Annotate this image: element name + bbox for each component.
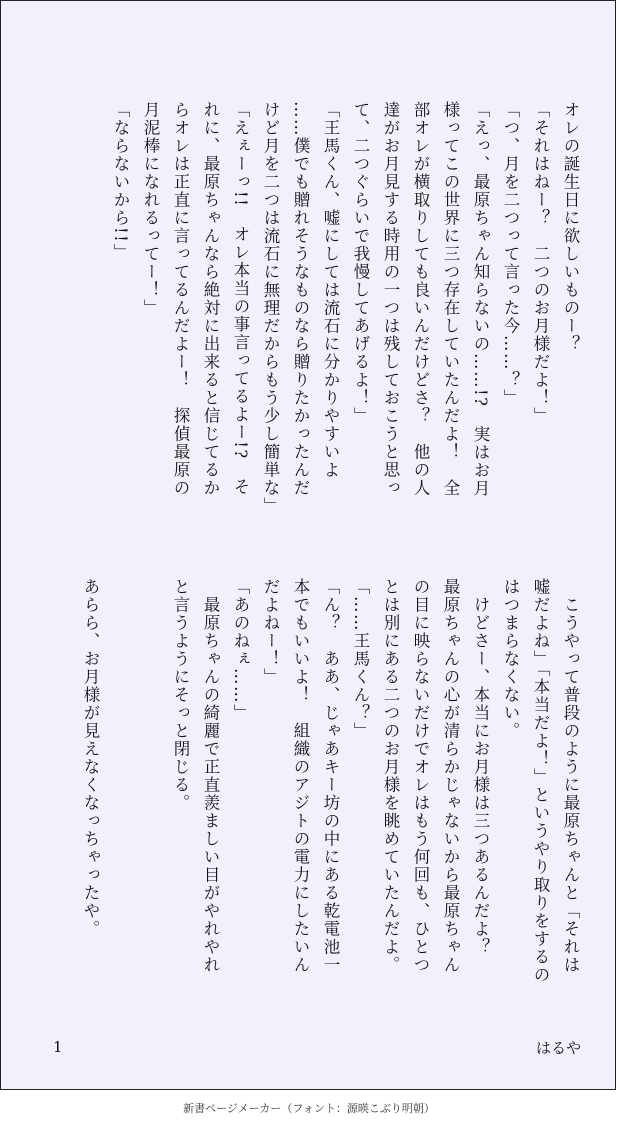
text-block-upper xyxy=(29,101,585,561)
text-line: 「えぇーっ!! オレ本当の事言ってるよー!? そ xyxy=(231,101,250,496)
text-line: ……僕でも贈れそうなものなら贈りたかったんだ xyxy=(291,101,310,497)
text-line: 部オレが横取りしても良いんだけどさ？ 他の人 xyxy=(411,101,430,497)
text-line: 「つ、月を二つって言った今……？」 xyxy=(501,101,520,407)
text-line: 達がお月見する時用の一つは残しておこうと思っ xyxy=(381,101,400,497)
text-line: て、二つぐらいで我慢してあげるよ！」 xyxy=(351,101,370,425)
text-line: の目に映らないだけでオレはもう何回も、ひとつ xyxy=(411,578,430,974)
text-block-lower xyxy=(29,578,585,998)
text-line: こうやって普段のように最原ちゃんと「それは xyxy=(561,578,580,974)
blank-line xyxy=(135,578,165,998)
text-line: あらら、お月様が見えなくなっちゃったや。 xyxy=(81,578,100,938)
text-line: と言うようにそっと閉じる。 xyxy=(171,578,190,812)
text-line: 嘘だよね」「本当だよ！」というやり取りをするの xyxy=(531,578,550,984)
footer-credit: 新書ページメーカー（フォント：源暎こぶり明朝） xyxy=(183,1102,435,1115)
text-line: だよねー！」 xyxy=(261,578,280,686)
text-line: けど月を二つは流石に無理だからもう少し簡単な」 xyxy=(261,101,280,515)
text-line: 「……王馬くん？」 xyxy=(351,578,370,740)
blank-line xyxy=(105,578,135,998)
text-line: はつまらなくない。 xyxy=(501,578,520,740)
text-line: とは別にある二つのお月様を眺めていたんだよ。 xyxy=(381,578,400,974)
text-line: けどさー、本当にお月様は三つあるんだよ？ xyxy=(471,578,490,956)
text-line: 最原ちゃんの綺麗で正直羨ましい目がやれやれ xyxy=(201,578,220,974)
author-name: はるや xyxy=(535,1039,581,1057)
text-line: 月泥棒になれるってー！」 xyxy=(141,101,160,317)
text-line: 様ってこの世界に三つ存在していたんだよ！ 全 xyxy=(441,101,460,497)
text-line: オレの誕生日に欲しいものー？ xyxy=(561,101,580,353)
text-line: 本でもいいよ！ 組織のアジトの電力にしたいん xyxy=(291,578,310,974)
text-line: 「それはねー？ 二つのお月様だよ！」 xyxy=(531,101,550,425)
text-line: らオレは正直に言ってるんだよー！ 探偵最原の xyxy=(171,101,190,497)
page-number: 1 xyxy=(53,1038,63,1056)
text-line: 「ならないから!!」 xyxy=(111,101,130,262)
text-line: れに、最原ちゃんなら絶対に出来ると信じてるか xyxy=(201,101,220,497)
text-line: 「えっ、最原ちゃん知らないの……!? 実はお月 xyxy=(471,101,490,498)
text-line: 最原ちゃんの心が清らかじゃないから最原ちゃん xyxy=(441,578,460,974)
text-line: 「ん？ ああ、じゃあキー坊の中にある乾電池一 xyxy=(321,578,340,974)
text-line: 「あのねぇ……」 xyxy=(231,578,250,722)
text-line: 「王馬くん、嘘にしては流石に分かりやすいよ xyxy=(321,101,340,479)
